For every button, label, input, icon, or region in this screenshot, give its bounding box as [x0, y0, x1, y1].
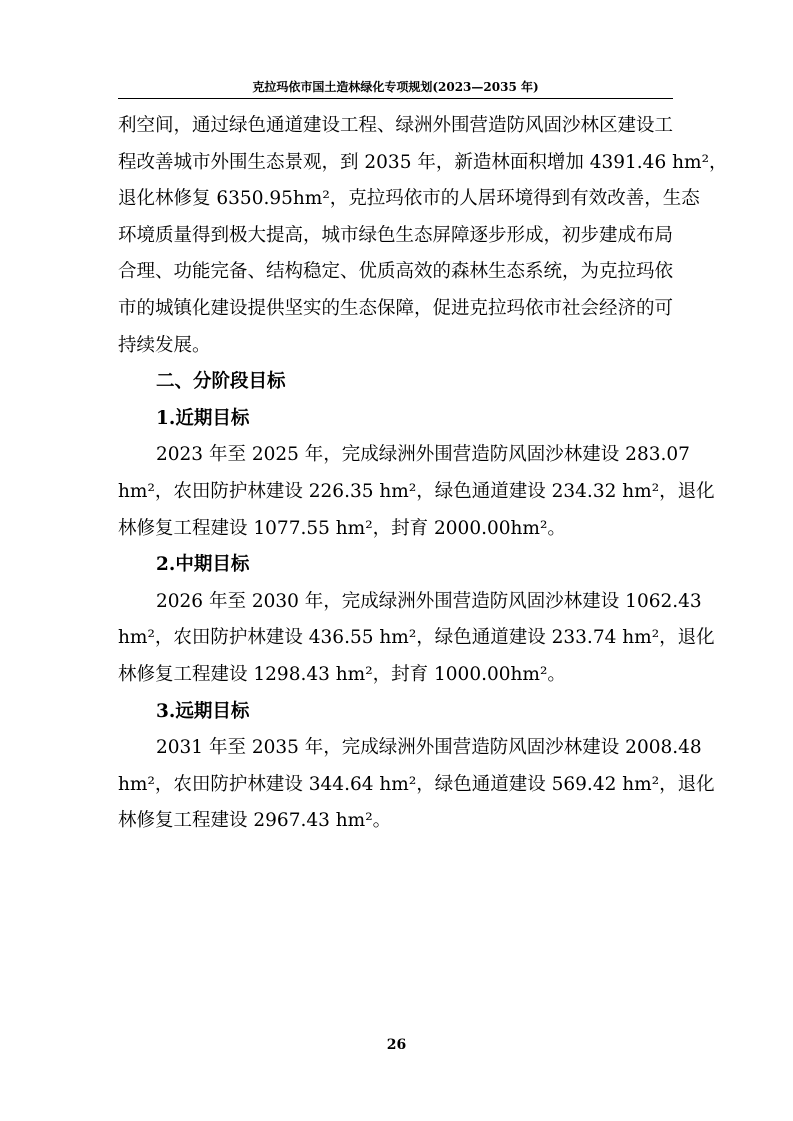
subsection-heading-near-term: 1.近期目标	[156, 407, 250, 429]
text-line: hm²，农田防护林建设 436.55 hm²，绿色通道建设 233.74 hm²，退化	[118, 627, 715, 649]
text-line: 林修复工程建设 2967.43 hm²。	[118, 810, 392, 832]
text-line: 环境质量得到极大提高，城市绿色生态屏障逐步形成，初步建成布局	[118, 224, 674, 246]
text-line: 持续发展。	[118, 334, 211, 356]
text-line: 退化林修复 6350.95hm²，克拉玛依市的人居环境得到有效改善，生态	[118, 188, 700, 210]
text-line: 林修复工程建设 1077.55 hm²，封育 2000.00hm²。	[118, 517, 566, 539]
page-body	[118, 108, 728, 840]
text-line: 2026 年至 2030 年，完成绿洲外围营造防风固沙林建设 1062.43	[156, 590, 702, 612]
section-heading: 二、分阶段目标	[156, 371, 286, 393]
text-line: 合理、功能完备、结构稳定、优质高效的森林生态系统，为克拉玛依	[118, 261, 674, 283]
subsection-heading-long-term: 3.远期目标	[156, 700, 250, 722]
subsection-heading-mid-term: 2.中期目标	[156, 554, 250, 576]
text-line: 林修复工程建设 1298.43 hm²，封育 1000.00hm²。	[118, 663, 566, 685]
text-line: 市的城镇化建设提供坚实的生态保障，促进克拉玛依市社会经济的可	[118, 297, 674, 319]
text-line: 程改善城市外围生态景观，到 2035 年，新造林面积增加 4391.46 hm²，	[118, 151, 728, 173]
text-line: 2031 年至 2035 年，完成绿洲外围营造防风固沙林建设 2008.48	[156, 737, 702, 759]
text-line: hm²，农田防护林建设 344.64 hm²，绿色通道建设 569.42 hm²，退化	[118, 773, 715, 795]
running-header: 克拉玛依市国土造林绿化专项规划(2023—2035 年)	[252, 80, 539, 94]
text-line: hm²，农田防护林建设 226.35 hm²，绿色通道建设 234.32 hm²，退化	[118, 480, 715, 502]
page-number: 26	[386, 1037, 407, 1053]
text-line: 2023 年至 2025 年，完成绿洲外围营造防风固沙林建设 283.07	[156, 444, 690, 466]
text-line: 利空间，通过绿色通道建设工程、绿洲外围营造防风固沙林区建设工	[118, 115, 674, 136]
header-rule	[118, 98, 673, 99]
